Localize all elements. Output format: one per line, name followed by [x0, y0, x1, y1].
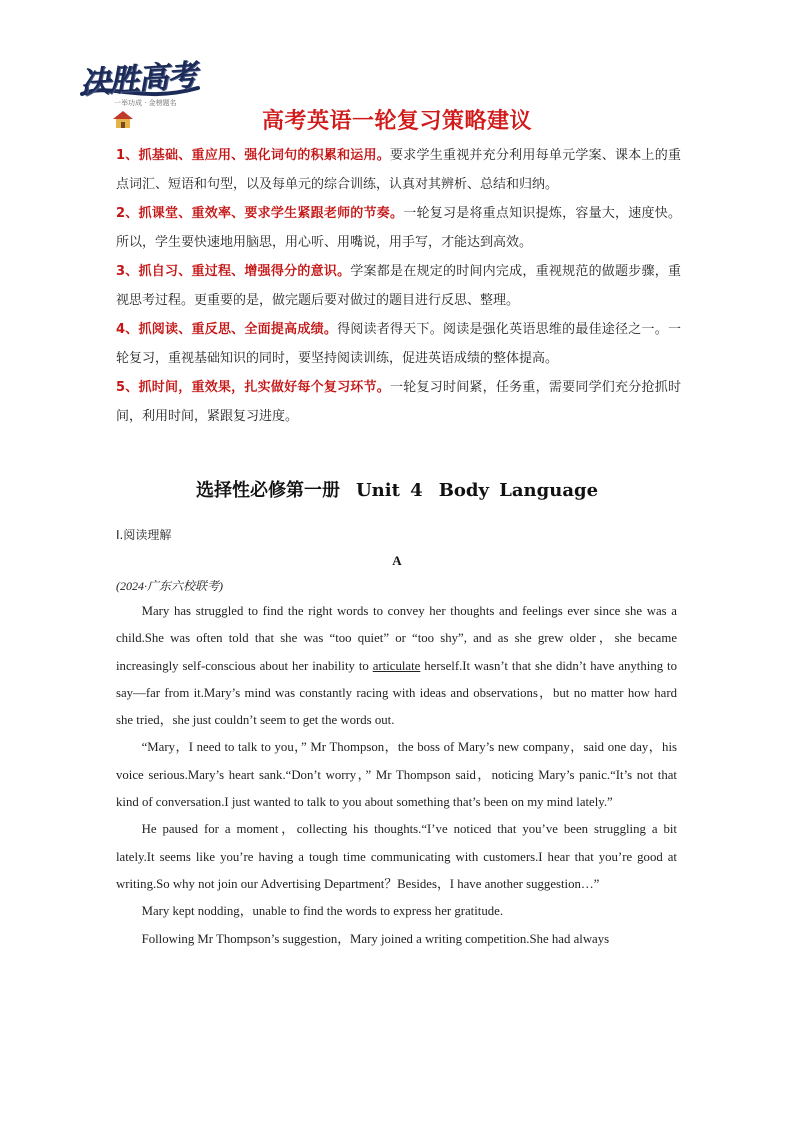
strategy-tips: [116, 141, 681, 431]
unit-topic: Body Language: [438, 480, 599, 501]
passage-paragraph: Mary kept nodding，unable to find the words to express her gratitude.: [141, 904, 504, 919]
unit-title: [0, 476, 794, 502]
tip-text: 得阅读者得天下。阅读是强化英语思维的最佳途径之一。一轮复习，重视基础知识的同时，要坚持阅读训练，促进英语成绩的整体提高。: [116, 322, 681, 366]
tip-text: 一轮复习是将重点知识提炼，容量大，速度快。所以，学生要快速地用脑思，用心听、用嘴说，用手写，才能达到高效。: [116, 206, 681, 250]
passage-letter: A: [392, 553, 402, 568]
tip-item: [116, 199, 681, 257]
passage-paragraph: “Mary，I need to talk to you，” Mr Thompson，the boss of Mary’s new company，said one day，his voice serious.Mary’s heart sank.“Don’t worry，” Mr Thompson said，noticing Mary’s panic.“It’s not that kind of conversation.I just wanted to talk to you about something that’s been on my mind lately.”: [116, 740, 677, 810]
tip-highlight: 3、抓自习、重过程、增强得分的意识。: [116, 264, 351, 279]
tip-highlight: 4、抓阅读、重反思、全面提高成绩。: [116, 322, 338, 337]
passage-paragraph: He paused for a moment，collecting his thoughts.“I’ve noticed that you’ve been struggling a bit lately.It seems like you’re having a tough time communicating with customers.I hear that you’re good at writing.So why not join our Advertising Department？Besides，I have another suggestion…”: [116, 822, 677, 891]
passage-paragraph: Following Mr Thompson’s suggestion，Mary joined a writing competition.She had always: [141, 931, 610, 946]
tip-item: [116, 315, 681, 373]
tip-item: [116, 257, 681, 315]
tip-highlight: 5、抓时间，重效果，扎实做好每个复习环节。: [116, 380, 391, 395]
page-title: 高考英语一轮复习策略建议: [261, 109, 532, 134]
reading-passage: [116, 598, 677, 953]
logo-sub-text: 一举功成 · 金榜题名: [114, 99, 177, 107]
tip-text: 一轮复习时间紧，任务重，需要同学们充分抢抓时间，利用时间，紧跟复习进度。: [116, 380, 681, 424]
logo-brand-text: 决胜高考: [79, 57, 198, 101]
unit-number: Unit 4: [355, 480, 423, 501]
tip-highlight: 2、抓课堂、重效率、要求学生紧跟老师的节奏。: [116, 206, 404, 221]
unit-book: 选择性必修第一册: [195, 480, 340, 501]
tip-highlight: 1、抓基础、重应用、强化词句的积累和运用。: [116, 148, 391, 163]
tip-item: [116, 141, 681, 199]
tip-item: [116, 373, 681, 431]
underlined-word: articulate: [372, 658, 421, 673]
passage-source: (2024·广东六校联考): [116, 579, 223, 593]
section-label: Ⅰ.阅读理解: [116, 528, 172, 542]
tip-text: 学案都是在规定的时间内完成，重视规范的做题步骤，重视思考过程。更重要的是，做完题后要对做过的题目进行反思、整理。: [116, 264, 681, 308]
tip-text: 要求学生重视并充分利用每单元学案、课本上的重点词汇、短语和句型，以及每单元的综合训练，认真对其辨析、总结和归纳。: [116, 148, 681, 192]
passage-paragraph: Mary has struggled to find the right words to convey her thoughts and feelings ever since she was a child.She was often told that she was “too quiet” or “too shy”, and as she grew older，she became increasingly self-conscious about her inability to articulate herself.It wasn’t that she didn’t have anything to say—far from it.Mary’s mind was constantly racing with ideas and observations，but no matter how hard she tried，she just couldn’t seem to get the words out.: [116, 604, 677, 728]
